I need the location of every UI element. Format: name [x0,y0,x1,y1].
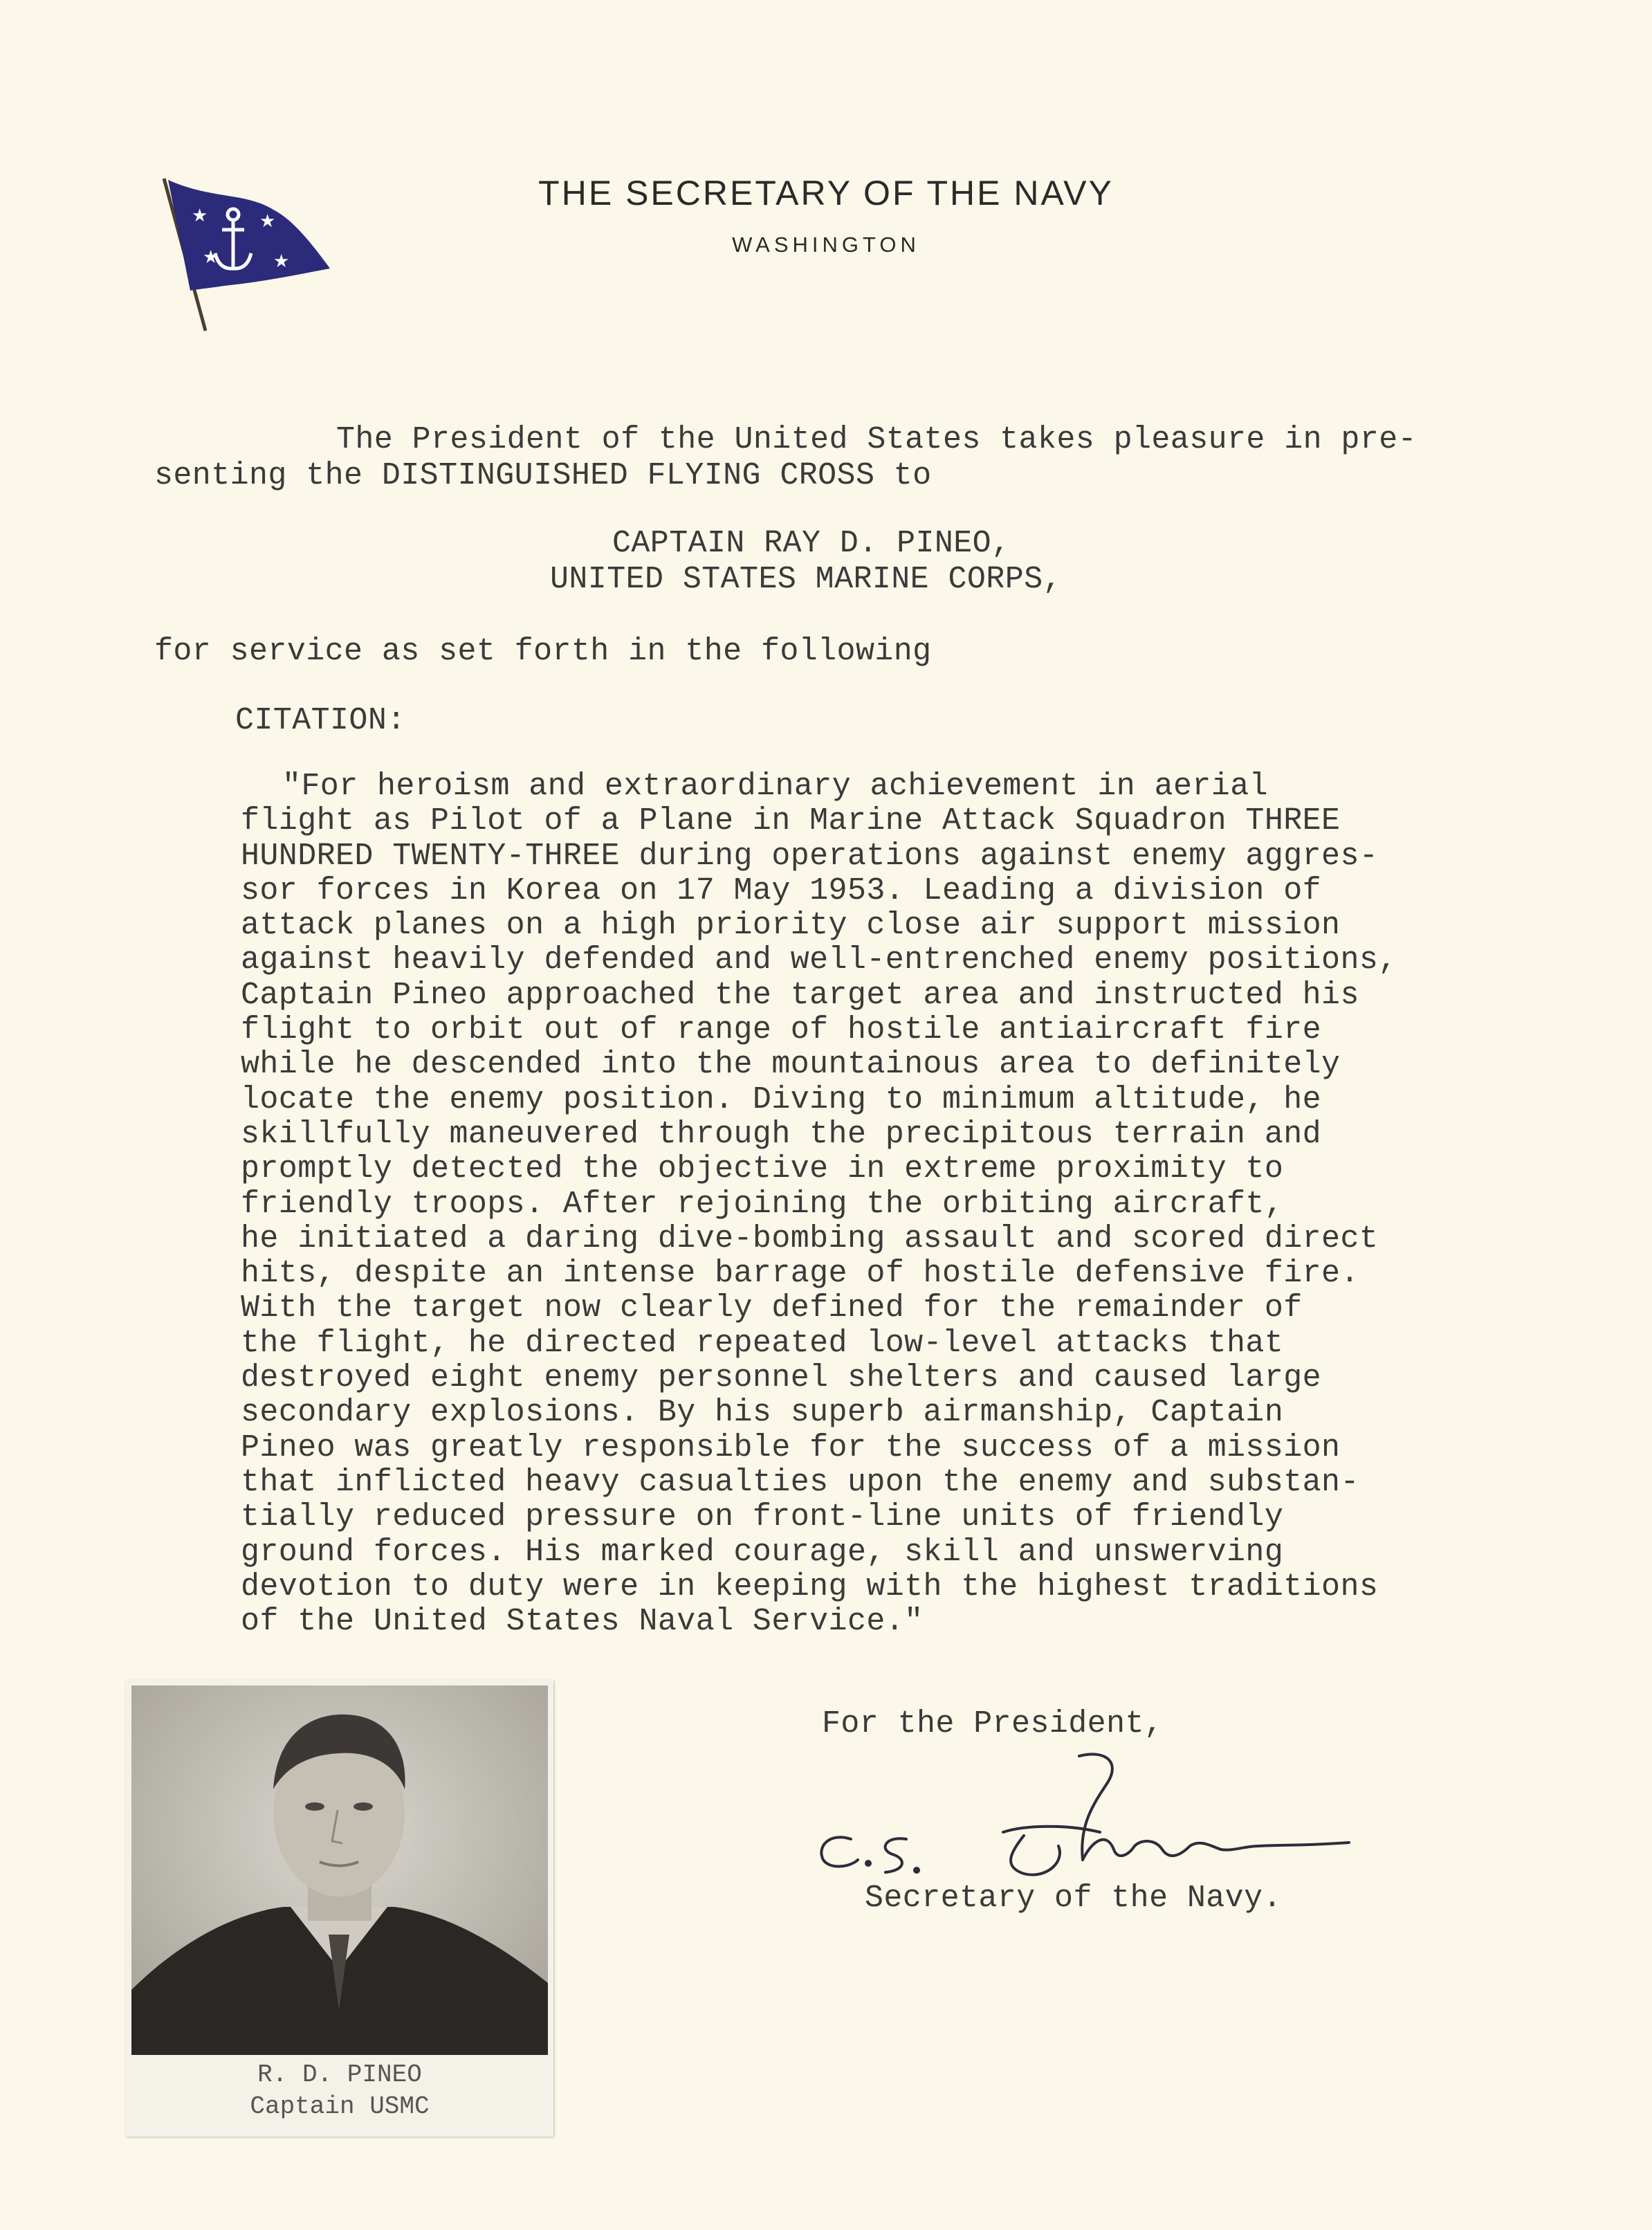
svg-text:★: ★ [192,205,208,226]
citation-line: locate the enemy position. Diving to minimum altitude, he [241,1081,1322,1117]
citation-heading: CITATION: [235,703,406,738]
citation-body [241,769,1397,1639]
citation-line: Captain Pineo approached the target area and instructed his [241,977,1359,1013]
svg-text:★: ★ [203,247,219,268]
citation-line: that inflicted heavy casualties upon the enemy and substan- [241,1464,1359,1500]
citation-line: while he descended into the mountainous area to definitely [241,1047,1341,1083]
closing-for-line: For the President, [822,1706,1164,1742]
citation-line: destroyed eight enemy personnel shelters and caused large [241,1360,1322,1396]
service-line: for service as set forth in the following [154,634,932,669]
signature [802,1735,1370,1901]
citation-line: flight as Pilot of a Plane in Marine Attack Squadron THREE [241,803,1341,839]
citation-line: attack planes on a high priority close air support mission [241,908,1341,944]
intro-line-1: The President of the United States takes pleasure in pre- [336,422,1417,457]
citation-line: friendly troops. After rejoining the orbiting aircraft, [241,1186,1284,1222]
citation-line: against heavily defended and well-entrenched enemy positions, [241,942,1397,978]
svg-text:★: ★ [273,251,290,272]
citation-line: tially reduced pressure on front-line units of friendly [241,1499,1284,1535]
photo-caption-rank: Captain USMC [250,2092,430,2121]
closing-title-line: Secretary of the Navy. [865,1881,1282,1916]
citation-line: With the target now clearly defined for the remainder of [241,1290,1303,1326]
citation-line: ground forces. His marked courage, skill and unswerving [241,1534,1284,1570]
photo-caption-name: R. D. PINEO [257,2060,422,2089]
portrait-image [131,1685,548,2055]
recipient-service: UNITED STATES MARINE CORPS, [550,562,1062,597]
letterhead-subtitle: WASHINGTON [732,232,920,257]
recipient-photo [126,1680,553,2137]
citation-line: sor forces in Korea on 17 May 1953. Leading a division of [241,872,1322,908]
citation-line: flight to orbit out of range of hostile antiaircraft fire [241,1012,1322,1048]
svg-text:★: ★ [259,211,276,232]
citation-line: Pineo was greatly responsible for the success of a mission [241,1429,1341,1465]
citation-line: promptly detected the objective in extreme proximity to [241,1151,1284,1187]
citation-line: of the United States Naval Service." [241,1604,924,1640]
intro-line-2: senting the DISTINGUISHED FLYING CROSS to [154,458,932,493]
citation-line: "For heroism and extraordinary achievement in aerial [282,769,1269,804]
citation-line: devotion to duty were in keeping with the highest traditions [241,1569,1379,1605]
letterhead-title: THE SECRETARY OF THE NAVY [538,174,1114,212]
citation-line: the flight, he directed repeated low-level attacks that [241,1325,1284,1361]
recipient-name: CAPTAIN RAY D. PINEO, [612,526,1011,561]
citation-line: he initiated a daring dive-bombing assault and scored direct [241,1221,1379,1256]
citation-line: hits, despite an intense barrage of hostile defensive fire. [241,1256,1359,1292]
citation-line: secondary explosions. By his superb airmanship, Captain [241,1395,1284,1431]
citation-line: skillfully maneuvered through the precipitous terrain and [241,1116,1322,1152]
citation-line: HUNDRED TWENTY-THREE during operations against enemy aggres- [241,838,1379,874]
